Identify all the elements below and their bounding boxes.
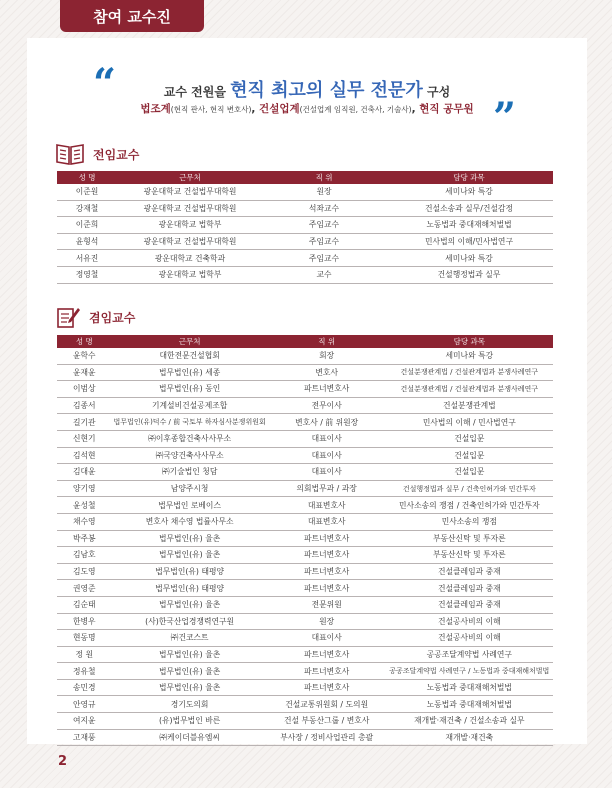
subject-cell: 재개발·재건축 / 건설소송과 실무: [386, 713, 553, 730]
table-header-row: [57, 335, 553, 348]
workplace-cell: (사)한국산업경쟁력연구원: [112, 613, 268, 630]
position-cell: 주임교수: [263, 233, 385, 250]
name-cell: 송민경: [57, 679, 112, 696]
workplace-cell: 법무법인(유)덕수 / 前 국토부 하자심사분쟁위원회: [112, 414, 268, 431]
subject-cell: 건설입문: [386, 447, 553, 464]
subject-cell: 공공조달계약법 사례연구 / 노동법과 중대재해처벌법: [386, 663, 553, 680]
close-quote-icon: ”: [493, 94, 517, 141]
sep1: ,: [251, 103, 260, 115]
workplace-cell: (유)법무법인 바른: [112, 713, 268, 730]
fulltime-faculty-table: [57, 171, 553, 284]
position-cell: 건설교통위원회 / 도의원: [268, 696, 386, 713]
subject-cell: 재개발·재건축: [386, 729, 553, 746]
adjunct-faculty-table: [57, 335, 553, 746]
name-cell: 정 원: [57, 646, 112, 663]
name-cell: 이준원: [57, 184, 117, 200]
table-row: [57, 447, 553, 464]
subject-cell: 민사법의 이해 / 민사법연구: [386, 414, 553, 431]
name-cell: 채수영: [57, 513, 112, 530]
workplace-cell: ㈜케이더블유엠씨: [112, 729, 268, 746]
workplace-cell: 법무법인(유) 세종: [112, 364, 268, 381]
headline-highlight: 현직 최고의 실무 전문가: [230, 80, 423, 101]
table-row: [57, 364, 553, 381]
workplace-cell: ㈜건코스트: [112, 630, 268, 647]
content-panel: [27, 38, 587, 744]
workplace-cell: 법무법인(유) 율촌: [112, 547, 268, 564]
subject-cell: 건설클레임과 중재: [386, 563, 553, 580]
workplace-cell: 광운대학교 건설법무대학원: [117, 233, 263, 250]
name-cell: 김종서: [57, 397, 112, 414]
header-subject: 담당 과목: [386, 335, 553, 348]
position-cell: 대표이사: [268, 630, 386, 647]
table-row: [57, 217, 553, 234]
table-row: [57, 696, 553, 713]
name-cell: 양기영: [57, 480, 112, 497]
table-row: [57, 348, 553, 364]
tab-label: 참여 교수진: [93, 7, 171, 26]
subject-cell: 건설공사비의 이해: [386, 613, 553, 630]
position-cell: 교수: [263, 266, 385, 283]
table-row: [57, 513, 553, 530]
workplace-cell: 법무법인(유) 동인: [112, 381, 268, 398]
position-cell: 원장: [263, 184, 385, 200]
subject-cell: 부동산신탁 및 투자론: [386, 530, 553, 547]
name-cell: 고재풍: [57, 729, 112, 746]
table-row: [57, 563, 553, 580]
position-cell: 파트너변호사: [268, 663, 386, 680]
legal-group-detail: (현직 판사, 현직 변호사): [170, 105, 252, 114]
position-cell: 건설 부동산그룹 / 변호사: [268, 713, 386, 730]
name-cell: 현동명: [57, 630, 112, 647]
position-cell: 석좌교수: [263, 200, 385, 217]
section2-title: [55, 304, 135, 330]
subject-cell: 건설행정법과 실무 / 건축인허가와 민간투자: [386, 480, 553, 497]
position-cell: 회장: [268, 348, 386, 364]
table-row: [57, 679, 553, 696]
header-position: 직 위: [263, 171, 385, 184]
subject-cell: 민사소송의 쟁점: [386, 513, 553, 530]
subject-cell: 세미나와 특강: [386, 348, 553, 364]
subject-cell: 건설분쟁관계법 / 건설관계법과 분쟁사례연구: [386, 381, 553, 398]
open-quote-icon: “: [93, 60, 117, 107]
position-cell: 주임교수: [263, 250, 385, 267]
section2-title-text: 겸임교수: [89, 310, 136, 325]
table-header-row: [57, 171, 553, 184]
table-row: [57, 547, 553, 564]
table-row: [57, 497, 553, 514]
position-cell: 의회법무과 / 과장: [268, 480, 386, 497]
table-row: [57, 530, 553, 547]
subject-cell: 민사소송의 쟁점 / 건축인허가와 민간투자: [386, 497, 553, 514]
name-cell: 김도영: [57, 563, 112, 580]
table-row: [57, 414, 553, 431]
workplace-cell: ㈜국양건축사사무소: [112, 447, 268, 464]
position-cell: 부사장 / 정비사업관리 총괄: [268, 729, 386, 746]
workplace-cell: 법무법인(유) 율촌: [112, 530, 268, 547]
workplace-cell: 광운대학교 법학부: [117, 217, 263, 234]
table-row: [57, 381, 553, 398]
subject-cell: 건설입문: [386, 430, 553, 447]
table-row: [57, 200, 553, 217]
position-cell: 전무이사: [268, 397, 386, 414]
construction-group: 건설업계: [259, 103, 300, 115]
name-cell: 윤형석: [57, 233, 117, 250]
name-cell: 권영준: [57, 580, 112, 597]
table-row: [57, 613, 553, 630]
name-cell: 정유철: [57, 663, 112, 680]
page-tab: [60, 0, 204, 32]
table-row: [57, 266, 553, 283]
name-cell: 박주봉: [57, 530, 112, 547]
workplace-cell: 남양주시청: [112, 480, 268, 497]
subject-cell: 건설입문: [386, 464, 553, 481]
table-row: [57, 596, 553, 613]
subject-cell: 건설클레임과 중재: [386, 580, 553, 597]
sep2: ,: [411, 103, 420, 115]
position-cell: 파트너변호사: [268, 563, 386, 580]
position-cell: 대표이사: [268, 464, 386, 481]
position-cell: 파트너변호사: [268, 646, 386, 663]
workplace-cell: 광운대학교 건설법무대학원: [117, 200, 263, 217]
construction-group-detail: (건설업계 임직원, 건축사, 기술사): [299, 105, 412, 114]
legal-group: 법조계: [140, 103, 171, 115]
name-cell: 길기관: [57, 414, 112, 431]
fulltime-rows: [57, 184, 553, 283]
workplace-cell: 변호사 채수영 법률사무소: [112, 513, 268, 530]
subject-cell: 세미나와 특강: [385, 184, 553, 200]
name-cell: 안영규: [57, 696, 112, 713]
name-cell: 강재철: [57, 200, 117, 217]
position-cell: 주임교수: [263, 217, 385, 234]
headline-suffix: 구성: [422, 85, 451, 99]
workplace-cell: ㈜이후종합건축사사무소: [112, 430, 268, 447]
page-number: 2: [58, 754, 68, 769]
name-cell: 김순태: [57, 596, 112, 613]
position-cell: 전문위원: [268, 596, 386, 613]
header-workplace: 근무처: [112, 335, 268, 348]
workplace-cell: 광운대학교 건설법무대학원: [117, 184, 263, 200]
public-group: 현직 공무원: [419, 103, 474, 115]
workplace-cell: 대한전문건설협회: [112, 348, 268, 364]
workplace-cell: 광운대학교 법학부: [117, 266, 263, 283]
name-cell: 한병우: [57, 613, 112, 630]
name-cell: 김대윤: [57, 464, 112, 481]
position-cell: 파트너변호사: [268, 530, 386, 547]
subject-cell: 세미나와 특강: [385, 250, 553, 267]
name-cell: 정영철: [57, 266, 117, 283]
workplace-cell: 광운대학교 건축학과: [117, 250, 263, 267]
workplace-cell: 법무법인(유) 태평양: [112, 563, 268, 580]
position-cell: 대표이사: [268, 430, 386, 447]
position-cell: 대표이사: [268, 447, 386, 464]
adjunct-rows: [57, 348, 553, 746]
section1-title: [55, 142, 139, 166]
position-cell: 원장: [268, 613, 386, 630]
position-cell: 파트너변호사: [268, 381, 386, 398]
workplace-cell: 기계설비건설공제조합: [112, 397, 268, 414]
workplace-cell: 법무법인 로베이스: [112, 497, 268, 514]
table-row: [57, 663, 553, 680]
table-row: [57, 713, 553, 730]
subject-cell: 건설클레임과 중재: [386, 596, 553, 613]
table-row: [57, 397, 553, 414]
name-cell: 김남호: [57, 547, 112, 564]
subject-cell: 부동산신탁 및 투자론: [386, 547, 553, 564]
name-cell: 윤학수: [57, 348, 112, 364]
open-book-icon: [55, 142, 85, 166]
name-cell: 윤성철: [57, 497, 112, 514]
subject-cell: 노동법과 중대재해처벌법: [385, 217, 553, 234]
header-subject: 담당 과목: [385, 171, 553, 184]
position-cell: 파트너변호사: [268, 679, 386, 696]
subject-cell: 건설분쟁관계법: [386, 397, 553, 414]
workplace-cell: 법무법인(유) 율촌: [112, 663, 268, 680]
subject-cell: 건설행정법과 실무: [385, 266, 553, 283]
table-row: [57, 630, 553, 647]
subject-cell: 노동법과 중대재해처벌법: [386, 679, 553, 696]
subject-cell: 민사법의 이해/민사법연구: [385, 233, 553, 250]
header-workplace: 근무처: [117, 171, 263, 184]
position-cell: 대표변호사: [268, 497, 386, 514]
name-cell: 이범상: [57, 381, 112, 398]
header-position: 직 위: [268, 335, 386, 348]
header-name: 성 명: [57, 171, 117, 184]
headline-prefix: 교수 전원을: [163, 85, 231, 99]
name-cell: 서유진: [57, 250, 117, 267]
subject-cell: 건설소송과 실무/건설감정: [385, 200, 553, 217]
workplace-cell: 법무법인(유) 율촌: [112, 679, 268, 696]
workplace-cell: 법무법인(유) 율촌: [112, 646, 268, 663]
name-cell: 윤재윤: [57, 364, 112, 381]
name-cell: 여지윤: [57, 713, 112, 730]
workplace-cell: 경기도의회: [112, 696, 268, 713]
workplace-cell: 법무법인(유) 율촌: [112, 596, 268, 613]
name-cell: 이준희: [57, 217, 117, 234]
table-row: [57, 430, 553, 447]
table-row: [57, 250, 553, 267]
table-row: [57, 646, 553, 663]
subject-cell: 건설공사비의 이해: [386, 630, 553, 647]
table-row: [57, 464, 553, 481]
position-cell: 변호사 / 前 위원장: [268, 414, 386, 431]
position-cell: 파트너변호사: [268, 547, 386, 564]
position-cell: 대표변호사: [268, 513, 386, 530]
table-row: [57, 233, 553, 250]
subject-cell: 노동법과 중대재해처벌법: [386, 696, 553, 713]
workplace-cell: ㈜기술법인 청담: [112, 464, 268, 481]
table-row: [57, 480, 553, 497]
position-cell: 파트너변호사: [268, 580, 386, 597]
table-row: [57, 184, 553, 200]
header-name: 성 명: [57, 335, 112, 348]
notepad-pencil-icon: [55, 304, 81, 330]
workplace-cell: 법무법인(유) 태평양: [112, 580, 268, 597]
section1-title-text: 전임교수: [93, 147, 140, 162]
subject-cell: 건설분쟁관계법 / 건설관계법과 분쟁사례연구: [386, 364, 553, 381]
table-row: [57, 729, 553, 746]
name-cell: 김석현: [57, 447, 112, 464]
subject-cell: 공공조달계약법 사례연구: [386, 646, 553, 663]
name-cell: 신현기: [57, 430, 112, 447]
table-row: [57, 580, 553, 597]
position-cell: 변호사: [268, 364, 386, 381]
